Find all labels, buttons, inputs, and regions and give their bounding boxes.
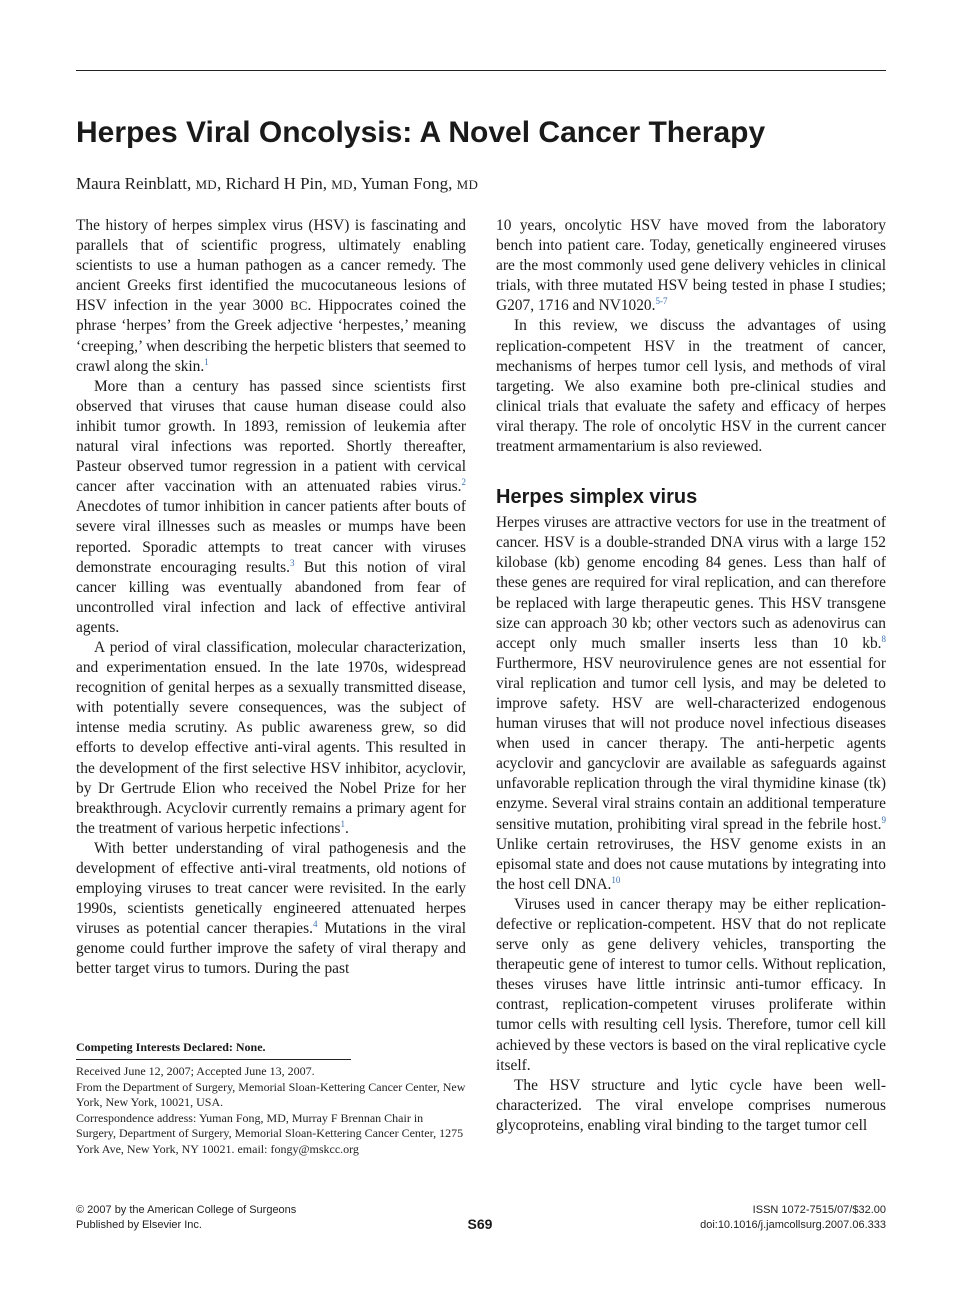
paragraph-text: With better understanding of viral pathogenesis and the development of effective anti-viral treatments, old notions of employing viruses to treat cancer were revisited. In the early 1990s, scientists genetically engineered attenuated herpes viruses as potential cancer therapies. (76, 839, 466, 938)
citation-ref[interactable]: 10 (611, 874, 621, 885)
right-column (496, 216, 886, 1136)
correspondence-address: Correspondence address: Yuman Fong, MD, Murray F Brennan Chair in Surgery, Department of Surgery, Memorial Sloan-Kettering Cancer Center, 1275 York Ave, New York, NY 10021. email: fongy@mskcc.org (76, 1110, 464, 1156)
paragraph (496, 1076, 886, 1136)
paragraph-text: . (345, 819, 349, 837)
paragraph (76, 638, 466, 839)
affiliation: From the Department of Surgery, Memorial Sloan-Kettering Cancer Center, New York, New York, 10021, USA. (76, 1079, 466, 1110)
paragraph-text: Mutations in the viral genome could further improve the safety of viral therapy and better target virus to tumors. During the past (76, 920, 466, 978)
paragraph-text: A period of viral classification, molecular characterization, and experimentation ensued. In the late 1970s, widespread recognition of genital herpes as a sexually transmitted disease, with potentially severe consequences, was the subject of intense media scrutiny. As public awareness grew, so did efforts to develop effective anti-viral agents. This resulted in the development of the first selective HSV inhibitor, acyclovir, by Dr Gertrude Elion who received the Nobel Prize for her breakthrough. Acyclovir currently remains a primary agent for the treatment of various herpetic infections (76, 638, 466, 837)
paragraph-text: But this notion of viral cancer killing was eventually abandoned from fear of uncontrolled viral infection and lack of effective antiviral agents. (76, 558, 466, 636)
received-dates: Received June 12, 2007; Accepted June 13, 2007. (76, 1064, 315, 1078)
citation-ref[interactable]: 1 (340, 818, 346, 829)
paragraph-text: The HSV structure and lytic cycle have been well-characterized. The viral envelope comprises numerous glycoproteins, enabling viral binding to the target tumor cell (496, 1076, 886, 1134)
paragraph-text: The history of herpes simplex virus (HSV) is fascinating and parallels that of scientific progress, ultimately enabling scientists to use a human pathogen as a cancer remedy. The ancient Greeks first identified the mucocutaneous lesions of HSV infection in the year 3000 (76, 217, 466, 315)
section-heading: Herpes simplex virus (496, 486, 698, 509)
author-list: Maura Reinblatt, MD, Richard H Pin, MD, Yuman Fong, MD (76, 174, 479, 193)
article-title: Herpes Viral Oncolysis: A Novel Cancer Therapy (76, 116, 766, 149)
citation-ref[interactable]: 1 (204, 356, 209, 367)
issn: ISSN 1072-7515/07/$32.00 (752, 1204, 886, 1216)
left-column (76, 216, 466, 980)
paragraph (76, 216, 466, 377)
author-degree: MD (331, 177, 353, 192)
paragraph (496, 216, 886, 316)
paragraph-text: More than a century has passed since scientists first observed that viruses that cause human disease could also inhibit tumor growth. In 1893, remission of leukemia after natural viral infections was reported. Shortly thereafter, Pasteur observed tumor regression in a patient with cervical cancer after vaccination with an attenuated rabies virus. (76, 377, 466, 496)
paragraph-text: In this review, we discuss the advantages of using replication-competent HSV in the treatment of cancer, mechanisms of herpes tumor cell lysis, and methods of viral targeting. We also examine both pre-clinical studies and clinical trials that evaluate the safety and efficacy of herpes viral therapy. The role of oncolytic HSV in the current cancer treatment armamentarium is also reviewed. (496, 317, 886, 456)
citation-ref[interactable]: 9 (881, 814, 886, 825)
citation-ref[interactable]: 4 (312, 919, 318, 930)
citation-ref[interactable]: 2 (461, 477, 466, 488)
paragraph (496, 895, 886, 1076)
paragraph-text: Viruses used in cancer therapy may be either replication-defective or replication-competent. HSV that do not replicate serve only as gene delivery vehicles, transporting the therapeutic gene of interest to tumor cells. Without replication, theses viruses have little intrinsic anti-tumor efficacy. In contrast, replication-competent viruses proliferate within tumor cells with resulting cell lysis. Therefore, tumor cell kill achieved by these vectors is based on the viral replicative cycle itself. (496, 895, 886, 1074)
paragraph (76, 377, 466, 638)
doi-link[interactable]: doi:10.1016/j.jamcollsurg.2007.06.333 (700, 1219, 886, 1231)
copyright-notice: © 2007 by the American College of Surgeons (76, 1204, 297, 1216)
footer-left (76, 1203, 376, 1233)
paragraph-text: Unlike certain retroviruses, the HSV genome exists in an episomal state and does not cause mutations by integrating into the host cell DNA. (496, 835, 886, 893)
author-name: Richard H Pin (225, 174, 323, 193)
paragraph (496, 513, 886, 895)
author-name: Yuman Fong (360, 174, 449, 193)
citation-ref[interactable]: 8 (881, 633, 886, 644)
paragraph-text: Anecdotes of tumor inhibition in cancer patients after bouts of severe viral illnesses such as measles or mumps have been reported. Sporadic attempts to treat cancer with viruses demonstrate encouraging results. (76, 498, 466, 576)
author-name: Maura Reinblatt (76, 174, 187, 193)
header-rule (76, 70, 886, 71)
author-degree: MD (456, 177, 479, 192)
paragraph-text: Furthermore, HSV neurovirulence genes are not essential for viral replication and tumor cell lysis, and may be deleted to improve safety. HSV are well-characterized endogenous human viruses that will not produce novel infectious diseases when used in cancer therapy. The anti-herpetic agents acyclovir and gancyclovir are available as safeguards against unfavorable replication through the viral thymidine kinase (tk) enzyme. Several viral strains contain an additional temperature sensitive mutation, prohibiting viral spread in the febrile host. (496, 654, 886, 833)
era-abbreviation: BC (290, 299, 308, 314)
paragraph-text: . Hippocrates coined the phrase ‘herpes’ from the Greek adjective ‘herpestes,’ meaning ‘creeping,’ when describing the herpetic blisters that seemed to crawl along the skin. (76, 297, 466, 375)
page-number: S69 (467, 1216, 493, 1232)
paragraph (496, 316, 886, 457)
footer-right (566, 1203, 886, 1233)
paragraph-text: 10 years, oncolytic HSV have moved from the laboratory bench into patient care. Today, genetically engineered viruses are the most commonly used gene delivery vehicles in clinical trials, with three mutated HSV being tested in phase I studies; G207, 1716 and NV1020. (496, 217, 886, 315)
citation-ref[interactable]: 3 (289, 557, 295, 568)
article-footnotes (76, 1064, 466, 1158)
paragraph (76, 839, 466, 980)
footnote-rule (76, 1059, 351, 1060)
publisher: Published by Elsevier Inc. (76, 1219, 202, 1231)
paragraph-text: Herpes viruses are attractive vectors for use in the treatment of cancer. HSV is a double-stranded DNA virus with a large 152 kilobase (kb) genome encoding 84 genes. Less than half of these genes are required for viral replication, and can therefore be replaced with large therapeutic genes. This HSV transgene size can approach 30 kb; other vectors such as adenovirus can accept only much smaller inserts less than 10 kb. (496, 514, 886, 652)
citation-ref[interactable]: 5-7 (655, 296, 668, 307)
competing-interests: Competing Interests Declared: None. (76, 1040, 266, 1054)
author-degree: MD (195, 177, 218, 192)
